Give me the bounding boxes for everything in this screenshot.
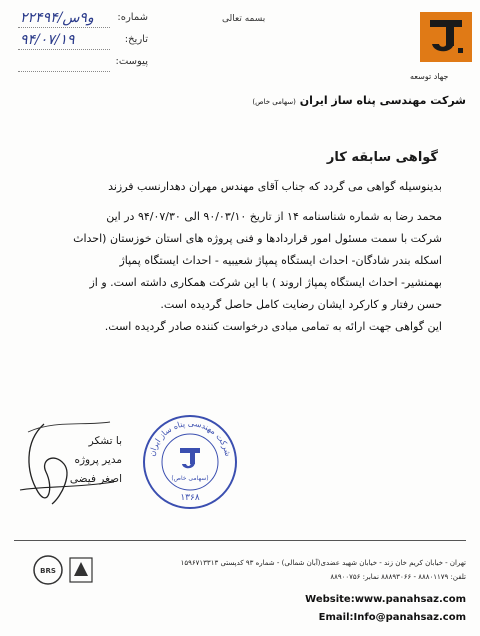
signature-block	[62, 432, 122, 489]
body-line: بهمنشیر- احداث ایستگاه پمپاژ اروند ) با این شرکت همکاری داشته است. و از	[89, 276, 442, 289]
attachment-label: پیوست:	[115, 56, 148, 67]
company-stamp-icon	[140, 412, 240, 512]
certification-logos-icon	[30, 552, 110, 588]
logo-subtitle: جهاد توسعه	[410, 72, 449, 81]
company-name	[252, 94, 466, 107]
date-row	[18, 32, 148, 54]
footer-contact	[126, 556, 466, 584]
company-name-text: شرکت مهندسی پناه ساز ایران	[299, 94, 466, 107]
body-line: این گواهی جهت ارائه به تمامی مبادی درخواست کننده صادر گردیده است.	[104, 320, 442, 333]
body-line: شرکت با سمت مسئول امور قراردادها و فنی پروژه های استان خوزستان (احداث	[73, 232, 442, 245]
number-label: شماره:	[117, 12, 148, 23]
company-logo-icon	[420, 12, 472, 62]
footer-website-link[interactable]: Website:www.panahsaz.com	[305, 594, 466, 605]
body-line: اسکله بندر شادگان- احداث ایستگاه پمپاژ شعیبیه - احداث ایستگاه پمپاژ	[119, 254, 442, 267]
stamp-middle-text: (سهامی خاص)	[171, 475, 209, 482]
signature-thanks: با تشکر	[88, 435, 122, 447]
body-line: محمد رضا به شماره شناسنامه ۱۴ از تاریخ ۹۰/۰۳/۱۰ الی ۹۴/۰۷/۳۰ در این	[106, 210, 442, 223]
stamp-top-text: شرکت مهندسی پناه ساز ایران	[147, 418, 233, 458]
signature-role: مدیر پروژه	[74, 454, 122, 466]
reference-block	[18, 10, 148, 76]
number-line	[18, 27, 110, 28]
signature-name: اصغر فیضی	[69, 473, 122, 485]
cert-badge-text: BRS	[40, 567, 56, 575]
date-line	[18, 49, 110, 50]
footer-email-link[interactable]: Email:Info@panahsaz.com	[318, 612, 466, 623]
body-line: حسن رفتار و کارکرد ایشان رضایت کامل حاصل گردیده است.	[160, 298, 442, 311]
page-title: گواهی سابقه کار	[326, 150, 438, 165]
letter-body	[42, 176, 442, 338]
stamp-number: ۱۳۶۸	[180, 493, 200, 503]
company-name-suffix: (سهامی خاص)	[252, 98, 296, 106]
footer-divider	[14, 540, 466, 541]
date-handwritten: ۹۴/۰۷/۱۹	[20, 32, 75, 48]
footer-phones: تلفن: ۸۸۸۰۱۱۷۹ - ۸۸۸۹۳۰۶۶ نمابر: ۸۸۹۰۰۷۵۶	[330, 573, 466, 581]
bismillah: بسمه تعالی	[222, 14, 266, 24]
footer-address: تهران - خیابان کریم خان زند - خیابان شهید عضدی(آبان شمالی) - شماره ۹۳ کدپستی ۱۵۹۶۷۱۳۳۱۳	[180, 559, 466, 567]
number-handwritten: ۲۲۴و۹س/۹۴	[20, 10, 94, 26]
body-line: بدینوسیله گواهی می گردد که جناب آقای مهندس مهران دهدارنسب فرزند	[108, 180, 442, 193]
date-label: تاریخ:	[124, 34, 148, 45]
number-row	[18, 10, 148, 32]
attachment-line	[18, 71, 110, 72]
attachment-row	[18, 54, 148, 76]
